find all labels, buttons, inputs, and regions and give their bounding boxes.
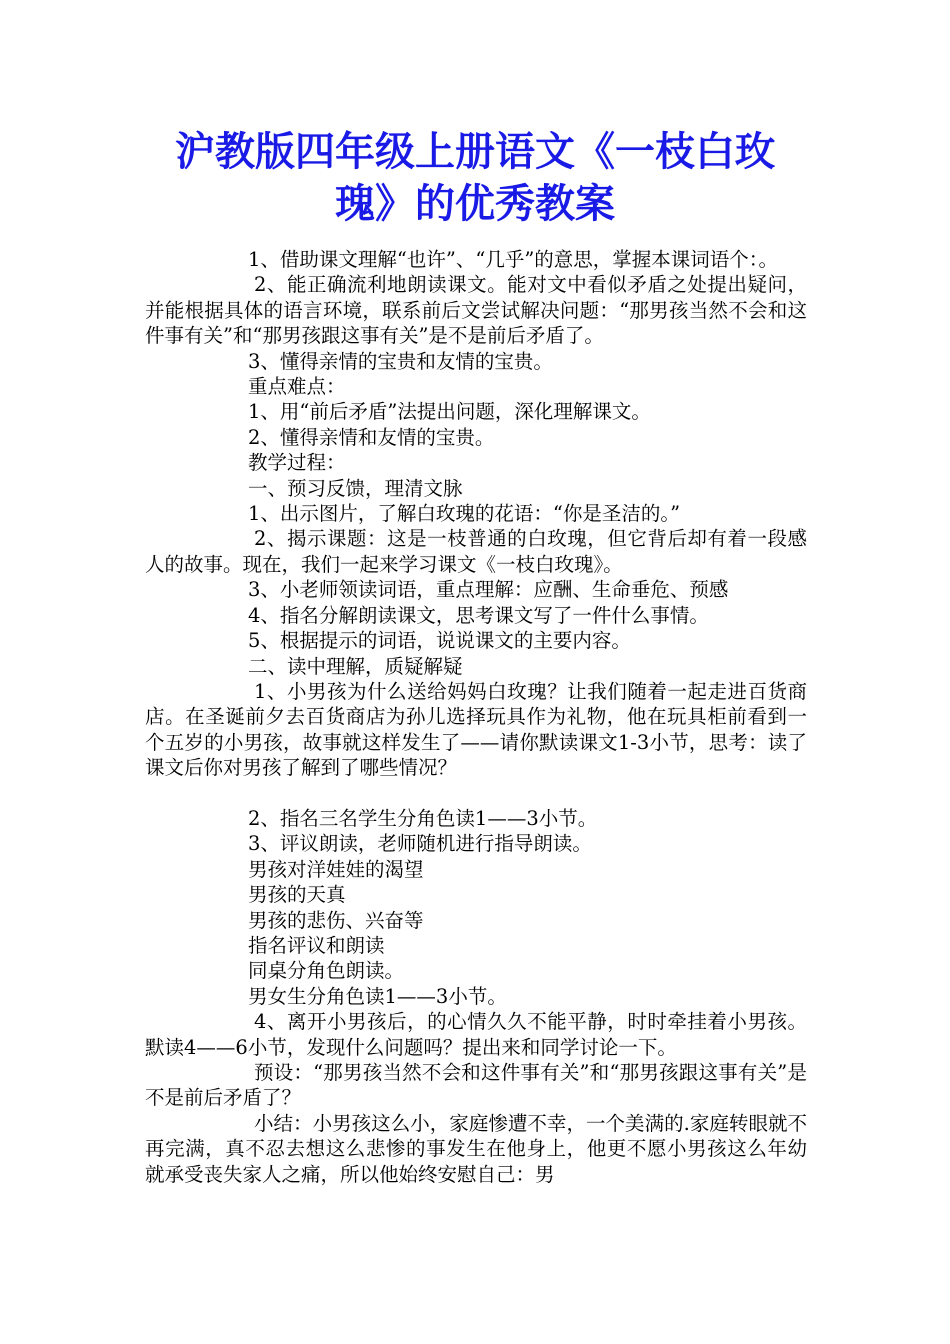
document-title <box>120 126 830 230</box>
paragraph: 4、指名分解朗读课文，思考课文写了一件什么事情。 <box>248 603 709 627</box>
paragraph: 男女生分角色读1——3小节。 <box>248 984 507 1008</box>
paragraph: 2、指名三名学生分角色读1——3小节。 <box>248 806 598 830</box>
paragraph: 2、懂得亲情和友情的宝贵。 <box>248 425 495 449</box>
paragraph: 2、揭示课题：这是一枝普通的白玫瑰，但它背后却有着一段感人的故事。现在，我们一起来学习课文《一枝白玫瑰》。 <box>145 527 807 576</box>
section-heading: 二、读中理解，质疑解疑 <box>248 654 463 678</box>
blank-line <box>145 781 807 806</box>
paragraph: 同桌分角色朗读。 <box>248 959 405 983</box>
paragraph: 5、根据提示的词语，说说课文的主要内容。 <box>248 629 631 653</box>
paragraph: 小结：小男孩这么小，家庭惨遭不幸，一个美满的.家庭转眼就不再完满，真不忍去想这么悲惨的事发生在他身上，他更不愿小男孩这么年幼就承受丧失家人之痛，所以他始终安慰自己：男 <box>145 1111 807 1186</box>
section-heading: 重点难点： <box>248 375 346 399</box>
paragraph: 指名评议和朗读 <box>248 933 385 957</box>
title-line-1: 沪教版四年级上册语文《一枝白玫 <box>175 129 775 175</box>
paragraph: 男孩的天真 <box>248 883 346 907</box>
paragraph: 1、借助课文理解“也许”、“几乎”的意思，掌握本课词语个：。 <box>248 248 779 271</box>
paragraph: 3、懂得亲情的宝贵和友情的宝贵。 <box>248 349 553 373</box>
title-line-2: 瑰》的优秀教案 <box>335 181 615 227</box>
paragraph: 2、能正确流利地朗读课文。能对文中看似矛盾之处提出疑问，并能根据具体的语言环境，联系前后文尝试解决问题：“那男孩当然不会和这件事有关”和“那男孩跟这事有关”是不是前后矛盾了。 <box>145 273 807 348</box>
paragraph: 1、用“前后矛盾”法提出问题，深化理解课文。 <box>248 400 651 424</box>
paragraph: 预设：“那男孩当然不会和这件事有关”和“那男孩跟这事有关”是不是前后矛盾了？ <box>145 1060 807 1110</box>
section-heading: 一、预习反馈，理清文脉 <box>248 476 463 500</box>
paragraph: 4、离开小男孩后，的心情久久不能平静，时时牵挂着小男孩。默读4——6小节，发现什么问题吗？提出来和同学讨论一下。 <box>145 1010 807 1059</box>
paragraph: 3、评议朗读，老师随机进行指导朗读。 <box>248 832 592 856</box>
paragraph: 男孩的悲伤、兴奋等 <box>248 908 424 932</box>
paragraph: 1、小男孩为什么送给妈妈白玫瑰？让我们随着一起走进百货商店。在圣诞前夕去百货商店为孙儿选择玩具作为礼物，他在玩具柜前看到一个五岁的小男孩，故事就这样发生了——请你默读课文1-3小节，思考：读了课文后你对男孩了解到了哪些情况？ <box>145 679 807 780</box>
paragraph: 3、小老师领读词语，重点理解：应酬、生命垂危、预感 <box>248 578 729 602</box>
paragraph: 男孩对洋娃娃的渴望 <box>248 857 424 881</box>
section-heading: 教学过程： <box>248 451 346 475</box>
document-body <box>145 247 807 1187</box>
paragraph: 1、出示图片，了解白玫瑰的花语：“你是圣洁的。” <box>248 502 681 526</box>
